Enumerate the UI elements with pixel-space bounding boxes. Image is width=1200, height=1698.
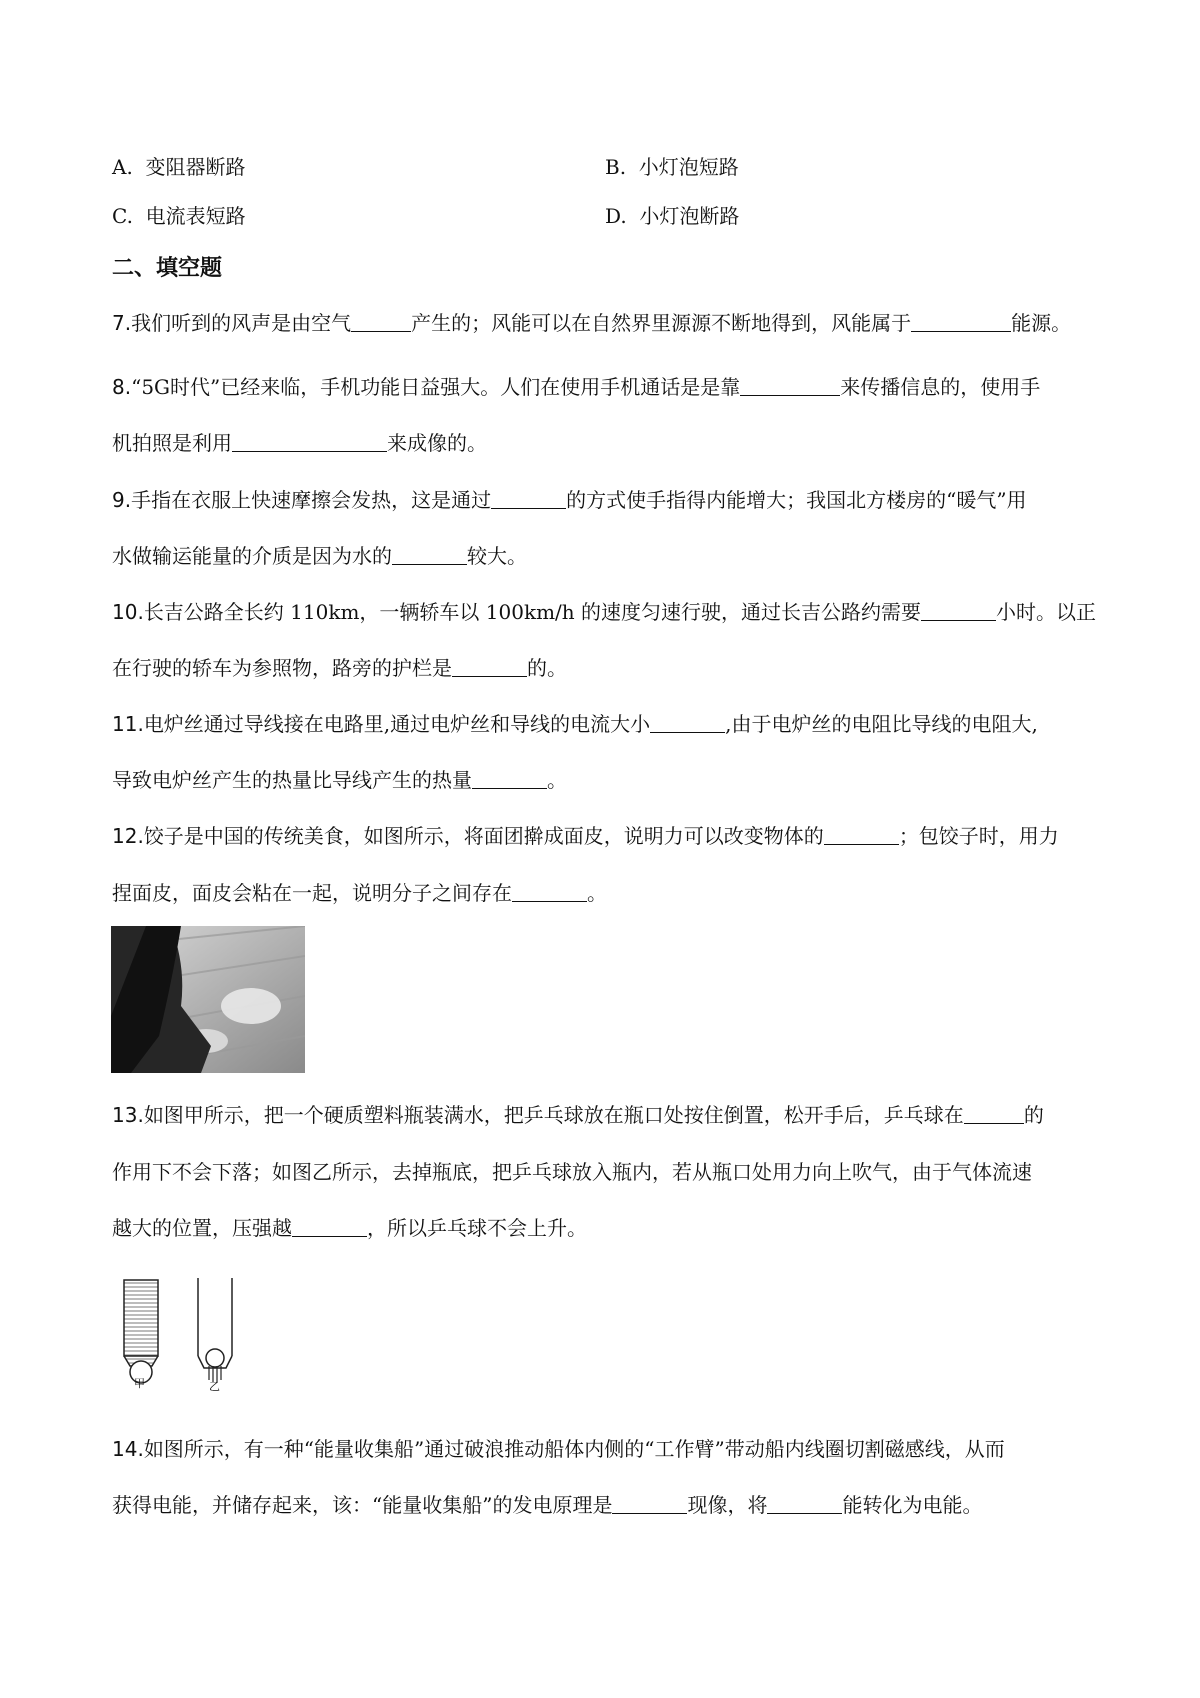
dumpling-photo [111, 926, 305, 1073]
answer-blank[interactable] [964, 1103, 1024, 1124]
question-13: 13.如图甲所示，把一个硬质塑料瓶装满水，把乒乓球放在瓶口处按住倒置，松开手后，乒乓球在 的 [112, 1103, 1044, 1127]
option-b: B. 小灯泡短路 [605, 155, 739, 179]
answer-blank[interactable] [232, 431, 387, 452]
question-9: 9.手指在衣服上快速摩擦会发热，这是通过 的方式使手指得内能增大；我国北方楼房的“暖气”用 [112, 488, 1027, 512]
answer-blank[interactable] [767, 1493, 842, 1514]
answer-blank[interactable] [512, 881, 587, 902]
question-7: 7.我们听到的风声是由空气 产生的；风能可以在自然界里源源不断地得到，风能属于 能源。 [112, 311, 1072, 335]
question-14-cont: 获得电能，并储存起来，该：“能量收集船”的发电原理是 现像，将 能转化为电能。 [112, 1493, 983, 1517]
question-9-cont: 水做输运能量的介质是因为水的 较大。 [112, 544, 527, 568]
answer-blank[interactable] [921, 600, 996, 621]
question-11-cont: 导致电炉丝产生的热量比导线产生的热量 。 [112, 768, 567, 792]
answer-blank[interactable] [911, 311, 1011, 332]
section-title: 二、填空题 [112, 256, 223, 281]
answer-blank[interactable] [392, 544, 467, 565]
question-10-cont: 在行驶的轿车为参照物，路旁的护栏是 的。 [112, 656, 567, 680]
label-yi: 乙 [209, 1380, 220, 1393]
question-10: 10.长吉公路全长约 110km，一辆轿车以 100km/h 的速度匀速行驶，通过长吉公路约需要 小时。以正 [112, 600, 1097, 624]
answer-blank[interactable] [612, 1493, 687, 1514]
question-12: 12.饺子是中国的传统美食，如图所示，将面团擀成面皮，说明力可以改变物体的 ；包饺子时，用力 [112, 824, 1059, 848]
question-13-cont2: 越大的位置，压强越 ，所以乒乓球不会上升。 [112, 1216, 587, 1240]
option-c: C. 电流表短路 [112, 204, 246, 228]
answer-blank[interactable] [740, 375, 840, 396]
option-a: A. 变阻器断路 [112, 155, 246, 179]
answer-blank[interactable] [351, 311, 411, 332]
answer-blank[interactable] [650, 712, 725, 733]
answer-blank[interactable] [491, 488, 566, 509]
bottle-diagrams [112, 1278, 272, 1393]
answer-blank[interactable] [292, 1216, 367, 1237]
option-d: D. 小灯泡断路 [605, 204, 740, 228]
question-14: 14.如图所示，有一种“能量收集船”通过破浪推动船体内侧的“工作臂”带动船内线圈切割磁感线，从而 [112, 1437, 1005, 1461]
question-12-cont: 捏面皮，面皮会粘在一起，说明分子之间存在 。 [112, 881, 607, 905]
question-8: 8.“5G时代”已经来临，手机功能日益强大。人们在使用手机通话是是靠 来传播信息的，使用手 [112, 375, 1041, 399]
label-jia: 甲 [134, 1377, 145, 1390]
question-11: 11.电炉丝通过导线接在电路里,通过电炉丝和导线的电流大小 ,由于电炉丝的电阻比导线的电阻大, [112, 712, 1038, 736]
answer-blank[interactable] [472, 768, 547, 789]
answer-blank[interactable] [452, 656, 527, 677]
answer-blank[interactable] [824, 824, 899, 845]
question-8-cont: 机拍照是利用 来成像的。 [112, 431, 487, 455]
question-13-cont: 作用下不会下落；如图乙所示，去掉瓶底，把乒乓球放入瓶内，若从瓶口处用力向上吹气，由于气体流速 [112, 1160, 1032, 1184]
